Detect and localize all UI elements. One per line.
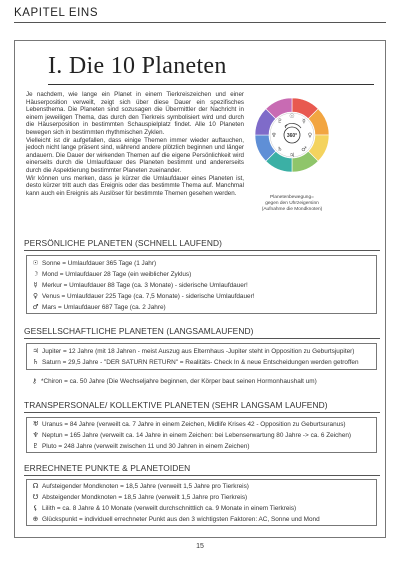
wheel-caption [248,195,336,213]
zodiac-wheel-graphic [254,97,330,173]
list-item-venus [31,292,255,300]
south-node-icon: ☋ [32,493,39,501]
page-number: 15 [196,543,204,550]
personal-planets-box [26,255,377,314]
wheel-mercury-icon: ☿ [302,118,306,125]
item-text: *Chiron = ca. 50 Jahre (Die Wechseljahre beginnen, der Körper baut seinen Hormonhaushalt um) [41,378,317,385]
item-text: Uranus = 84 Jahre (verweilt ca. 7 Jahre in einem Zeichen, Midlife Krises 42 - Opposition zu Geburtsuranus) [42,421,346,428]
item-text: Saturn = 29,5 Jahre - "DER SATURN RETURN" = Realitäts- Check In & neue Entscheidungen werden getroffen [42,359,359,366]
pluto-icon: ♇ [32,442,39,450]
wheel-caption-line-3: (Aufnahme die Mondknoten) [261,207,323,212]
saturn-icon: ♄ [32,358,39,366]
item-text: Jupiter = 12 Jahre (mit 18 Jahren - meist Auszug aus Elternhaus -Jupiter steht in Opposition zu Geburtsjupiter) [42,348,355,355]
neptune-icon: ♆ [32,431,39,439]
list-item-south-node [31,493,247,501]
section-rule-calculated [24,475,380,476]
list-item-neptune [31,431,351,439]
section-heading-social: GESELLSCHAFTLICHE PLANETEN (LANGSAMLAUFEND) [24,326,254,336]
social-planets-box [26,343,377,370]
item-text: Glückspunkt = individuell errechneter Punkt aus den 3 wichtigsten Faktoren: AC, Sonne und Mond [42,516,320,523]
chiron-icon: ⚷ [32,377,37,385]
list-item-pluto [31,442,250,450]
sun-icon: ☉ [32,259,39,267]
wheel-venus-icon: ♀ [307,132,313,139]
calculated-points-box [26,479,377,526]
list-item-lilith [31,504,296,512]
list-item-mercury [31,281,248,289]
zodiac-wheel [254,97,330,173]
list-item-chiron [30,377,317,385]
item-text: Merkur = Umlaufdauer 88 Tage (ca. 3 Monate) - siderische Umlaufdauer! [42,282,248,289]
section-rule-transpersonal [24,412,380,413]
venus-icon: ♀ [33,292,38,300]
section-rule-personal [24,250,380,251]
intro-paragraph-3: Wir können uns merken, dass je kürzer die Umlaufdauer eines Planeten ist, desto kürzer tritt auch das Ereignis oder das bestimmte Thema auf. Manchmal kann auch ein Ereignis als Auslöser für bestimmte Themen gesehen werden. [26,174,244,197]
wheel-neptune-icon: ♆ [271,132,277,139]
mercury-icon: ☿ [33,281,38,289]
wheel-caption-line-2: gegen den Uhrzeigersinn [265,201,319,206]
section-rule-social [24,338,380,339]
section-heading-transpersonal: TRANSPERSONALE/ KOLLEKTIVE PLANETEN (SEHR LANGSAM LAUFEND) [24,400,328,410]
list-item-sun [31,259,156,267]
chapter-rule [14,22,386,23]
intro-paragraph-2: Vielleicht ist dir aufgefallen, dass einige Themen immer wieder auftauchen, jedoch nicht lange präsent sind, während andere plötzlich beginnen und länger andauern. Die Dauer der wirkenden Themen auf die eigene Persönlichkeit wird einerseits durch die Umlaufdauer des Planeten bestimmt und andererseits durch die Aspektierung bestimmter Planeten zueinander. [26,136,244,174]
item-text: Aufsteigender Mondknoten = 18,5 Jahre (verweilt 1,5 Jahre pro Tierkreis) [42,483,249,490]
section-heading-calculated: ERRECHNETE PUNKTE & PLANETOIDEN [24,463,191,473]
wheel-sun-icon: ☉ [289,113,295,120]
north-node-icon: ☊ [32,482,39,490]
list-item-mars [31,303,166,311]
mars-icon: ♂ [32,303,39,311]
list-item-jupiter [31,347,354,355]
moon-icon: ☽ [32,270,39,278]
item-text: Venus = Umlaufdauer 225 Tage (ca. 7,5 Monate) - siderische Umlaufdauer! [42,293,255,300]
wheel-saturn-icon: ♄ [277,146,283,153]
wheel-mars-icon: ♂ [301,146,307,153]
item-text: Mond = Umlaufdauer 28 Tage (ein weiblicher Zyklus) [42,271,192,278]
transpersonal-planets-box [26,417,377,453]
intro-text [26,91,244,197]
section-heading-personal: PERSÖNLICHE PLANETEN (SCHNELL LAUFEND) [24,238,223,248]
item-text: Sonne = Umlaufdauer 365 Tage (1 Jahr) [42,260,157,267]
item-text: Mars = Umlaufdauer 687 Tage (ca. 2 Jahre) [42,304,166,311]
wheel-jupiter-icon: ♃ [289,152,295,159]
page-title: I. Die 10 Planeten [48,53,227,79]
fortune-icon: ⊕ [32,515,39,523]
list-item-uranus [31,420,346,428]
uranus-icon: ♅ [32,420,39,428]
lilith-icon: ⚸ [33,504,38,512]
list-item-saturn [31,358,359,366]
intro-paragraph-1: Je nachdem, wie lange ein Planet in einem Tierkreiszeichen und einer Häuserposition verweilt, zeigt sich über diese Dauer ein spezifisches Lebensthema. Die Planeten sind sozusagen die Übermittler der Nachricht in einem jeweiligen Thema, das durch den Tierkreis symbolisiert wird und durch die Häuserposition in bestimmten Schauspielplatz findet. Alle 10 Planeten bewegen sich in bestimmten rhythmischen Zyklen. [26,91,244,136]
item-text: Pluto = 248 Jahre (verweilt zwischen 11 und 30 Jahren in einem Zeichen) [42,443,250,450]
title-rule [48,84,374,85]
wheel-center-label: 360° [286,133,298,139]
list-item-fortune [31,515,320,523]
list-item-north-node [31,482,249,490]
wheel-caption-line-1: Planetenbewegung= [270,195,314,200]
item-text: Absteigender Mondknoten = 18,5 Jahre (verweilt 1,5 Jahre pro Tierkreis) [42,494,248,501]
chapter-label: KAPITEL EINS [14,7,99,19]
wheel-pluto-icon: ♇ [277,118,283,125]
item-text: Neptun = 165 Jahre (verweilt ca. 14 Jahre in einem Zeichen: bei Lebenserwartung 80 Jahre -> ca. 6 Zeichen) [42,432,352,439]
jupiter-icon: ♃ [32,347,39,355]
item-text: Lilith = ca. 8 Jahre & 10 Monate (verweilt durchschnittlich ca. 9 Monate in einem Tierkreis) [42,505,297,512]
list-item-moon [31,270,191,278]
